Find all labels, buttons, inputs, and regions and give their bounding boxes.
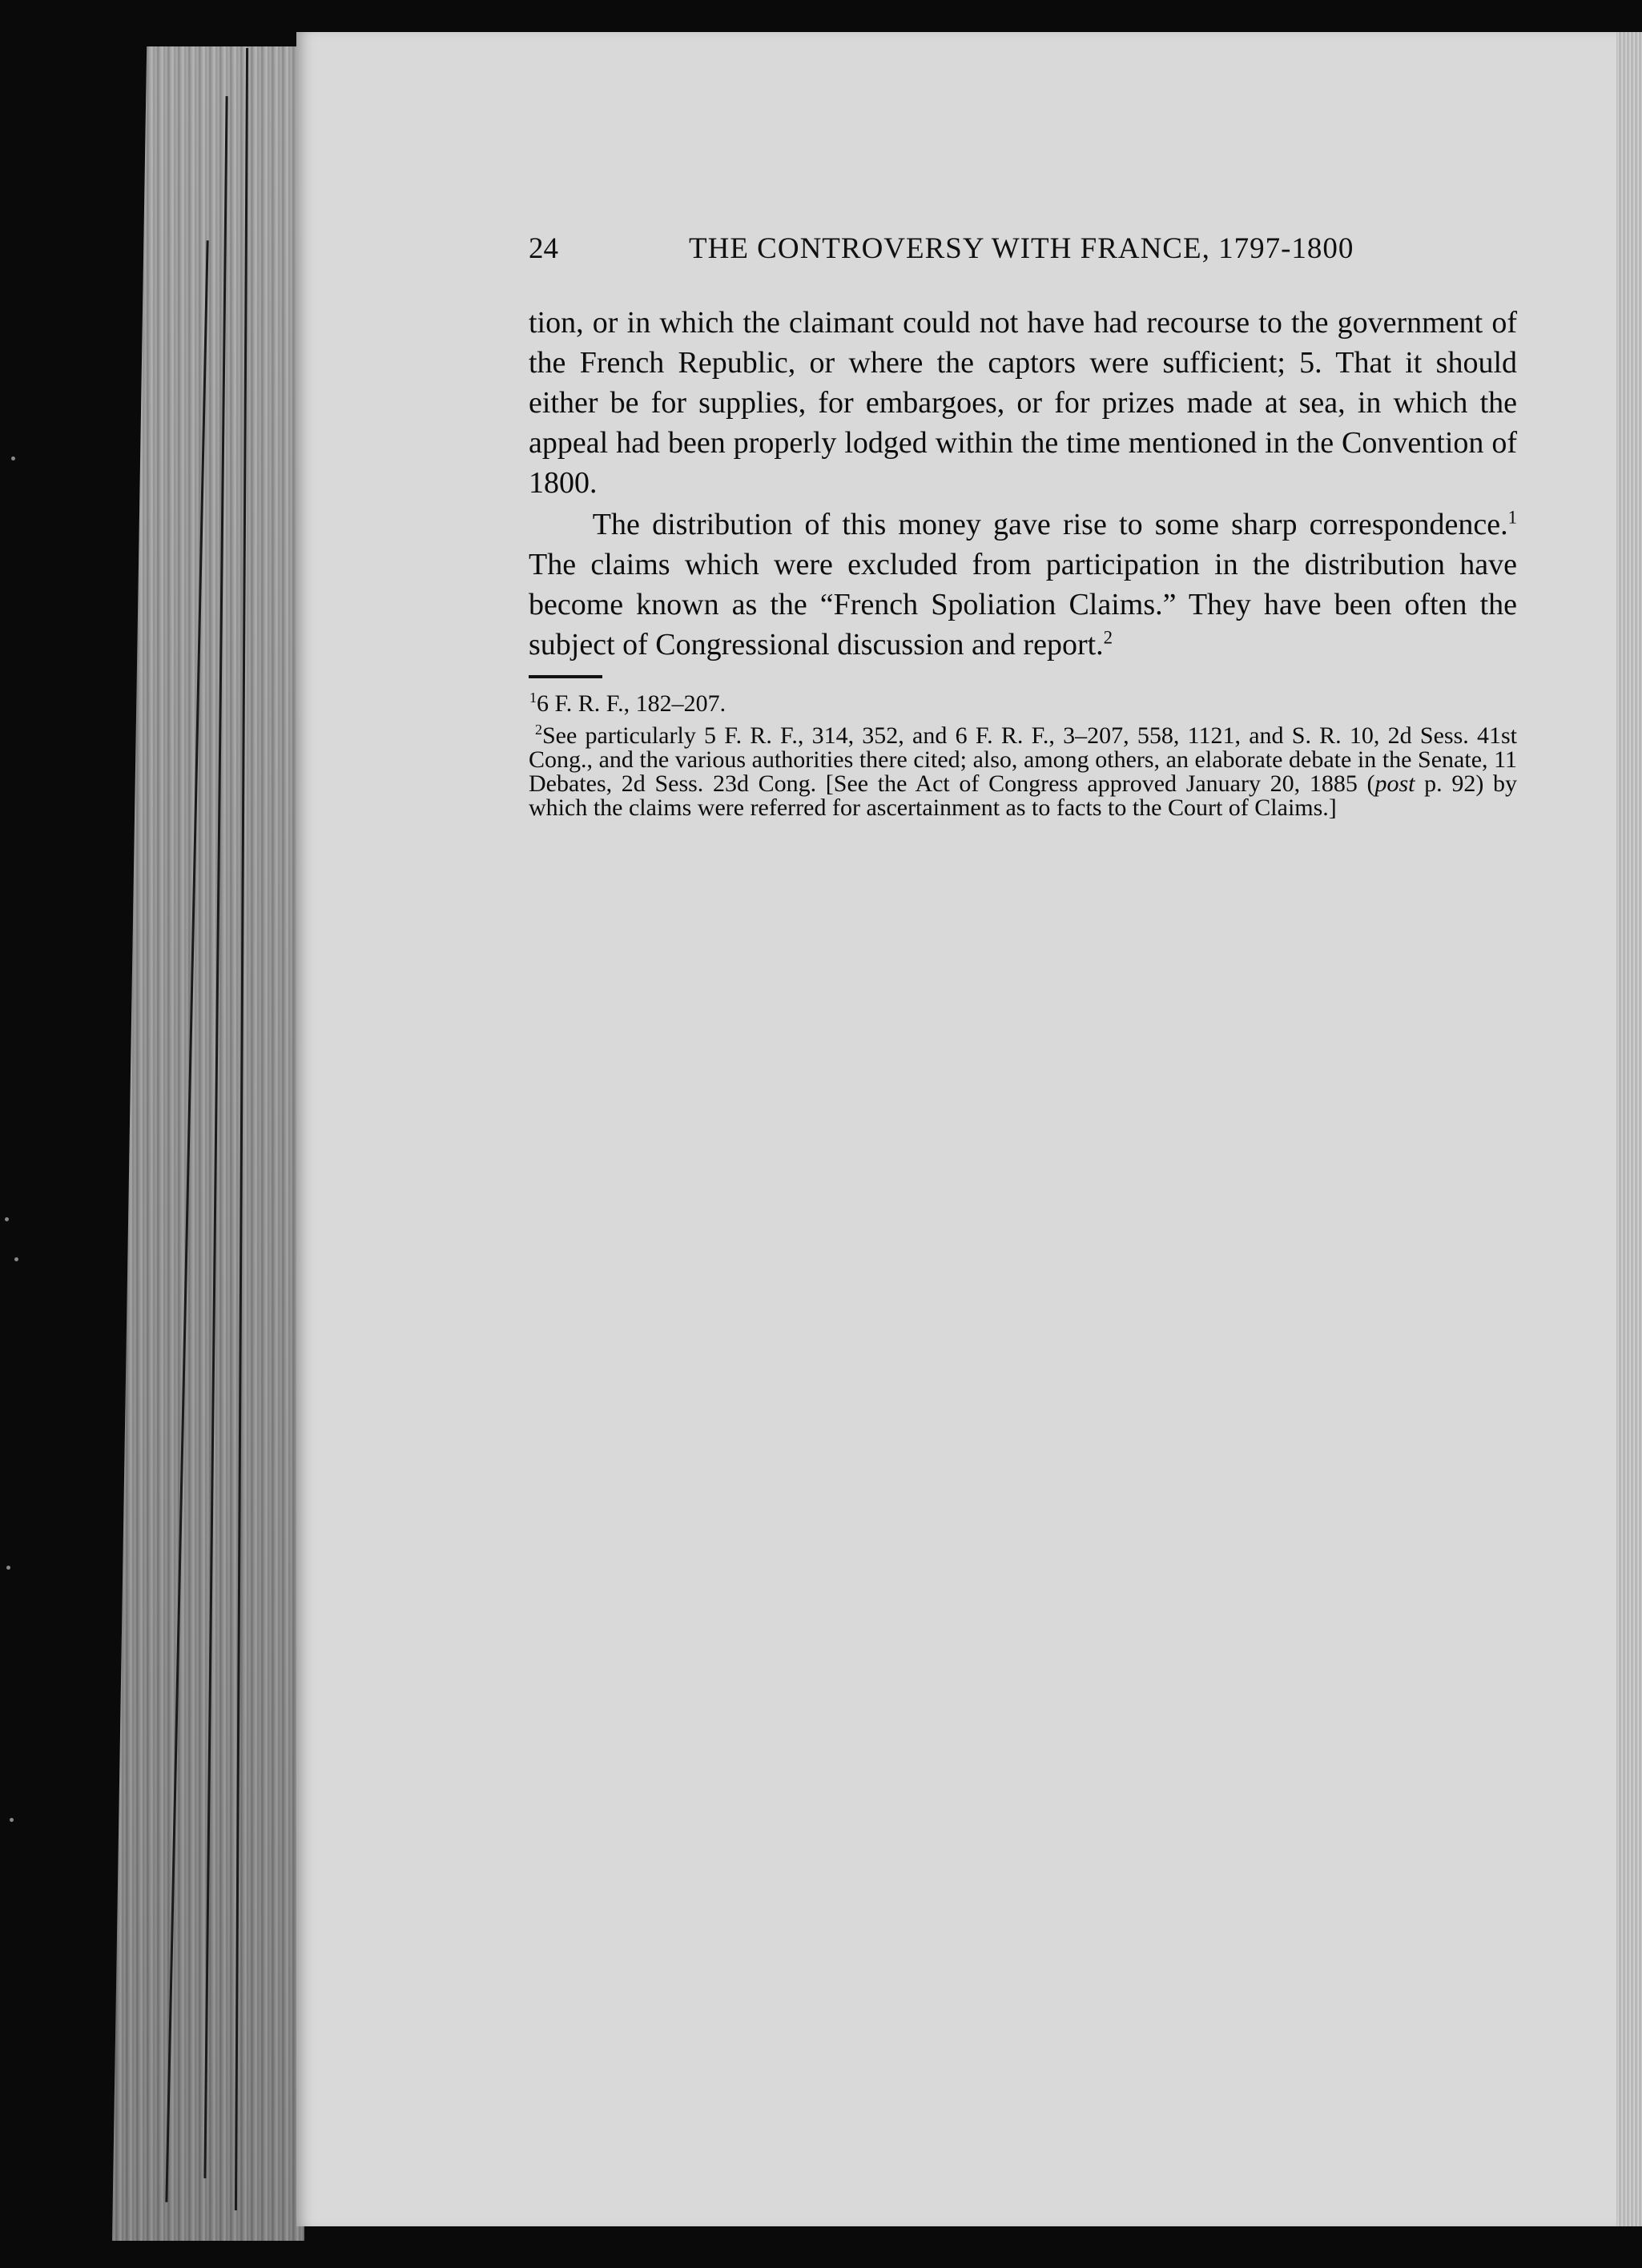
footnote-text: p. 92) by which the claims were referred for ascertainment as to facts to the Court of Claims.] <box>529 770 1517 821</box>
footnote <box>529 724 1517 820</box>
paragraph: tion, or in which the claimant could not have had recourse to the government of the French Republic, or where the captors were sufficient; 5. That it should either be for supplies, for embargoes, or for prizes made at sea, in which the appeal had been properly lodged within the time mentioned in the Convention of 1800. <box>529 306 1517 500</box>
paragraph-text: The distribution of this money gave rise to some sharp correspondence. <box>592 508 1508 541</box>
footnote-text: 6 F. R. F., 182–207. <box>537 690 726 717</box>
footnote-marker: 1 <box>529 690 537 706</box>
paragraph <box>529 505 1517 665</box>
scan-speck <box>10 1818 14 1822</box>
footnote-reference: 2 <box>1103 627 1113 648</box>
running-head <box>529 227 1370 275</box>
page-number: 24 <box>529 232 558 265</box>
footnote <box>529 692 1517 716</box>
footnotes <box>529 692 1517 820</box>
footnote-text: See particularly 5 F. R. F., 314, 352, and 6 F. R. F., 3–207, 558, 1121, and S. R. 10, 2d Sess. 41st Cong., and the various authorities there cited; also, among others, an elaborate debate in the Senate, 11 Debates, 2d Sess. 23d Cong. [See the Act of Congress approved January 20, 1885 ( <box>529 722 1517 797</box>
footnote-reference: 1 <box>1507 507 1517 528</box>
scan-speck <box>14 1257 18 1261</box>
scan-speck <box>5 1217 9 1221</box>
footnote-marker: 2 <box>535 722 542 738</box>
paragraph-text: The claims which were excluded from participation in the distribution have become known as the “French Spoliation Claims.” They have been often the subject of Congressional discussion and report. <box>529 548 1517 662</box>
scan-speck <box>11 456 15 460</box>
page-right-edge <box>1616 32 1642 2226</box>
running-head-title: THE CONTROVERSY WITH FRANCE, 1797-1800 <box>689 232 1354 265</box>
scan-speck <box>6 1566 10 1570</box>
footnote-italic: post <box>1374 770 1415 797</box>
body-text <box>529 303 1517 665</box>
footnote-rule <box>529 675 602 678</box>
